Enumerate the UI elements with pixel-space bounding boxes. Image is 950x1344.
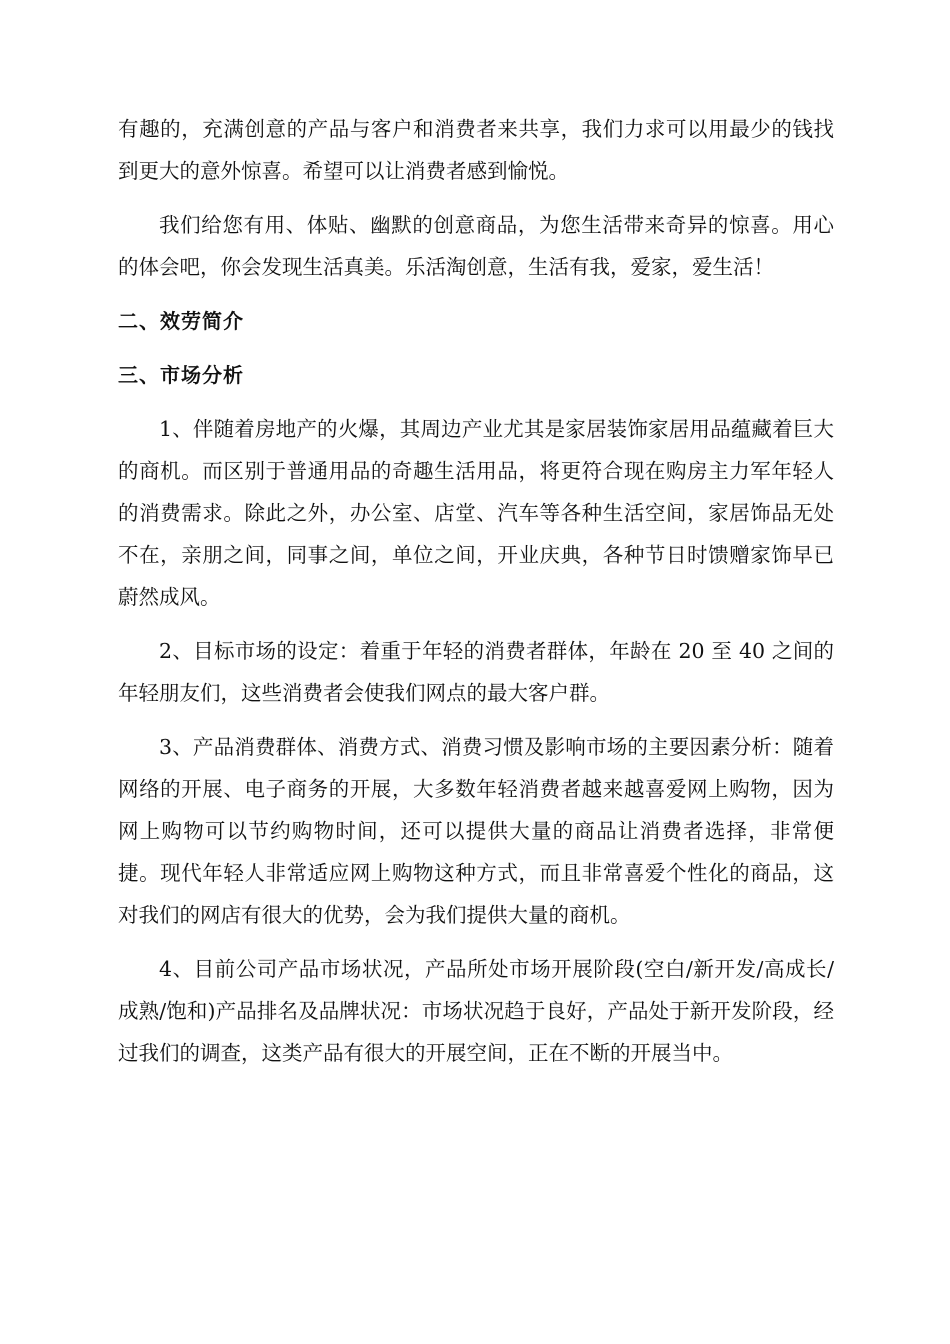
paragraph-market-2: 2、目标市场的设定：着重于年轻的消费者群体，年龄在 20 至 40 之间的年轻朋友们，这些消费者会使我们网点的最大客户群。	[118, 639, 834, 705]
document-page	[118, 108, 834, 1086]
paragraph-market-4: 4、目前公司产品市场状况，产品所处市场开展阶段(空白/新开发/高成长/成熟/饱和)产品排名及品牌状况：市场状况趋于良好，产品处于新开发阶段，经过我们的调查，这类产品有很大的开展空间，正在不断的开展当中。	[118, 957, 834, 1065]
section-heading-service-intro: 二、效劳简介	[118, 309, 244, 333]
paragraph-intro-1: 有趣的，充满创意的产品与客户和消费者来共享，我们力求可以用最少的钱找到更大的意外惊喜。希望可以让消费者感到愉悦。	[118, 117, 834, 183]
section-heading-market-analysis: 三、市场分析	[118, 363, 244, 387]
paragraph-market-3: 3、产品消费群体、消费方式、消费习惯及影响市场的主要因素分析：随着网络的开展、电子商务的开展，大多数年轻消费者越来越喜爱网上购物，因为网上购物可以节约购物时间，还可以提供大量的商品让消费者选择，非常便捷。现代年轻人非常适应网上购物这种方式，而且非常喜爱个性化的商品，这对我们的网店有很大的优势，会为我们提供大量的商机。	[118, 735, 834, 927]
paragraph-market-1: 1、伴随着房地产的火爆，其周边产业尤其是家居装饰家居用品蕴藏着巨大的商机。而区别于普通用品的奇趣生活用品，将更符合现在购房主力军年轻人的消费需求。除此之外，办公室、店堂、汽车等各种生活空间，家居饰品无处不在，亲朋之间，同事之间，单位之间，开业庆典，各种节日时馈赠家饰早已蔚然成风。	[118, 417, 834, 609]
paragraph-intro-2: 我们给您有用、体贴、幽默的创意商品，为您生活带来奇异的惊喜。用心的体会吧，你会发现生活真美。乐活淘创意，生活有我，爱家，爱生活！	[118, 213, 834, 279]
